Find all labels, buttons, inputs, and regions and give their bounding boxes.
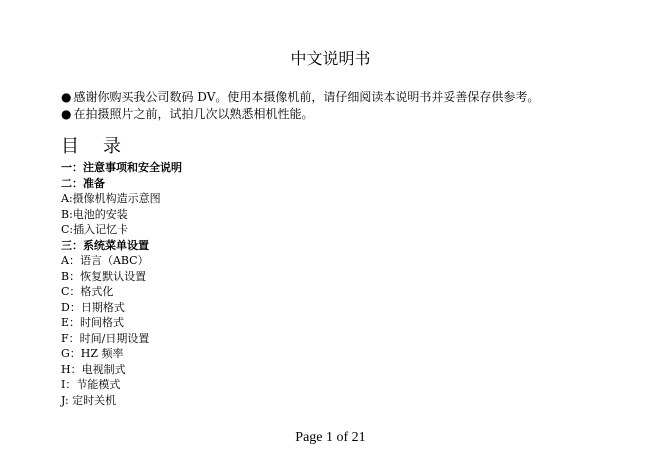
toc-section-heading: 三：系统菜单设置 [61,238,149,252]
toc-entry: G：HZ 频率 [61,347,124,360]
table-of-contents [61,160,182,408]
bullet-icon: ● [61,107,72,121]
intro-text: 感谢你购买我公司数码 DV。使用本摄像机前，请仔细阅读本说明书并妥善保存供参考。 [73,90,540,104]
toc-entry: C:插入记忆卡 [61,223,129,236]
toc-section-heading: 一：注意事项和安全说明 [61,161,182,174]
bullet-icon: ● [61,90,72,104]
toc-entry: I：节能模式 [61,378,121,391]
intro-line [61,106,539,123]
toc-entry: E：时间格式 [61,316,125,329]
toc-entry: B:电池的安装 [61,207,128,221]
toc-entry: B：恢复默认设置 [61,269,147,283]
toc-entry: C：格式化 [61,285,114,298]
intro-line [61,89,539,106]
toc-entry: A：语言（ABC） [61,254,149,267]
page-footer: Page 1 of 21 [295,430,366,445]
toc-entry: H：电视制式 [61,362,126,376]
toc-entry: F：时间/日期设置 [61,331,150,345]
toc-section-heading: 二：准备 [61,176,105,190]
toc-entry: D：日期格式 [61,300,125,314]
document-title: 中文说明书 [290,49,371,68]
intro-section [61,89,539,123]
toc-entry: J: 定时关机 [61,393,117,407]
toc-entry: A:摄像机构造示意图 [61,192,161,205]
intro-text: 在拍摄照片之前，试拍几次以熟悉相机性能。 [73,107,314,121]
toc-heading: 目录 [61,136,145,157]
